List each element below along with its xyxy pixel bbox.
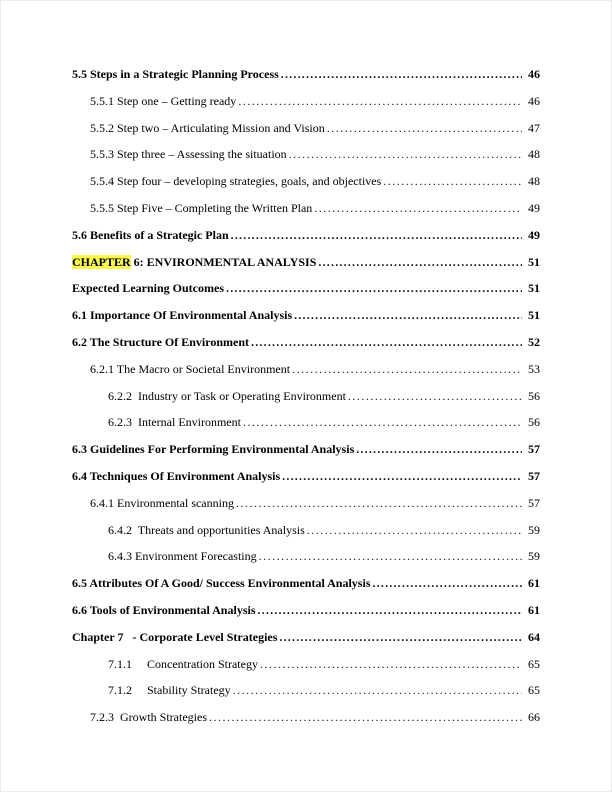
toc-entry[interactable]: [72, 282, 540, 296]
toc-entry-page: 52: [528, 334, 540, 349]
toc-entry[interactable]: [72, 336, 540, 350]
toc-entry-page: 65: [528, 683, 540, 698]
leader-dots: [259, 550, 522, 564]
toc-entry[interactable]: [72, 202, 540, 216]
toc-entry[interactable]: [72, 524, 540, 538]
leader-dots: [209, 711, 522, 725]
toc-entry-label: 6.4.2 Threats and opportunities Analysis: [108, 522, 305, 537]
toc-entry-label: Chapter 7 - Corporate Level Strategies: [72, 629, 278, 644]
toc-entry-page: 57: [528, 442, 540, 457]
leader-dots: [314, 202, 522, 216]
toc-entry-page: 57: [528, 495, 540, 510]
toc-entry-label: 5.5.2 Step two – Articulating Mission and Vision: [90, 120, 325, 135]
toc-entry-label: 7.1.2 Stability Strategy: [108, 683, 231, 698]
toc-entry[interactable]: [72, 604, 540, 618]
leader-dots: [327, 122, 522, 136]
toc-entry-page: 49: [528, 227, 540, 242]
toc-entry[interactable]: [72, 470, 540, 484]
toc-entry-label: 5.6 Benefits of a Strategic Plan: [72, 227, 229, 242]
toc-entry-page: 46: [528, 67, 540, 81]
toc-entry-page: 56: [528, 388, 540, 403]
toc-entry-label: 6.6 Tools of Environmental Analysis: [72, 602, 256, 617]
toc-entry-label: 5.5.4 Step four – developing strategies, goals, and objectives: [90, 174, 382, 189]
toc-entry-page: 61: [528, 576, 540, 591]
leader-dots: [348, 390, 522, 404]
toc-entry-label: 5.5.3 Step three – Assessing the situation: [90, 147, 287, 162]
leader-dots: [282, 470, 522, 484]
toc-entry-label: 7.2.3 Growth Strategies: [90, 710, 207, 725]
toc-entry[interactable]: [72, 577, 540, 591]
toc-entry-label: 5.5.5 Step Five – Completing the Written Plan: [90, 200, 313, 215]
toc-entry-page: 49: [528, 200, 540, 215]
toc-entry[interactable]: [72, 631, 540, 645]
leader-dots: [226, 282, 522, 296]
toc-entry-page: 48: [528, 174, 540, 189]
toc-entry[interactable]: [72, 309, 540, 323]
toc-entry[interactable]: [72, 550, 540, 564]
leader-dots: [233, 684, 522, 698]
leader-dots: [238, 95, 522, 109]
toc-entry[interactable]: [72, 122, 540, 136]
leader-dots: [258, 604, 523, 618]
toc-entry-label: 6.4.3 Environment Forecasting: [108, 549, 257, 564]
toc-entry-page: 65: [528, 656, 540, 671]
leader-dots: [260, 658, 522, 672]
leader-dots: [279, 631, 522, 645]
toc-entry-label: CHAPTER 6: ENVIRONMENTAL ANALYSIS: [72, 254, 317, 269]
toc-entry-page: 56: [528, 415, 540, 430]
leader-dots: [289, 148, 522, 162]
toc-entry-label: 7.1.1 Concentration Strategy: [108, 656, 258, 671]
toc-entry-label: 6.2 The Structure Of Environment: [72, 334, 250, 349]
leader-dots: [251, 336, 522, 350]
toc-entry-page: 51: [528, 254, 540, 269]
leader-dots: [281, 68, 522, 82]
leader-dots: [372, 577, 522, 591]
leader-dots: [383, 175, 522, 189]
toc-entry[interactable]: [72, 175, 540, 189]
toc-entry-label: 6.3 Guidelines For Performing Environmental Analysis: [72, 442, 355, 457]
leader-dots: [318, 256, 522, 270]
toc-entry[interactable]: [72, 658, 540, 672]
toc-entry[interactable]: [72, 497, 540, 511]
highlighted-text: CHAPTER: [72, 254, 131, 269]
toc-entry[interactable]: [72, 95, 540, 109]
toc-entry-page: 51: [528, 281, 540, 296]
toc-entry-page: 51: [528, 308, 540, 323]
toc-entry-label: 5.5.1 Step one – Getting ready: [90, 93, 237, 108]
toc-entry[interactable]: [72, 229, 540, 243]
leader-dots: [292, 363, 522, 377]
leader-dots: [236, 497, 522, 511]
toc-entry-label: 6.2.1 The Macro or Societal Environment: [90, 361, 291, 376]
toc-entry-label: 6.1 Importance Of Environmental Analysis: [72, 308, 293, 323]
table-of-contents: [72, 68, 540, 725]
toc-entry-page: 61: [528, 602, 540, 617]
toc-entry[interactable]: [72, 148, 540, 162]
toc-entry-label: Expected Learning Outcomes: [72, 281, 224, 296]
leader-dots: [294, 309, 522, 323]
toc-entry-label: 6.4.1 Environmental scanning: [90, 495, 234, 510]
toc-entry-label: 6.2.2 Industry or Task or Operating Environment: [108, 388, 346, 403]
toc-entry-page: 46: [528, 93, 540, 108]
toc-entry[interactable]: [72, 443, 540, 457]
leader-dots: [356, 443, 522, 457]
toc-entry-label: 6.2.3 Internal Environment: [108, 415, 241, 430]
toc-entry-page: 57: [528, 468, 540, 483]
toc-entry[interactable]: [72, 256, 540, 270]
toc-entry-page: 48: [528, 147, 540, 162]
toc-entry-page: 59: [528, 522, 540, 537]
leader-dots: [231, 229, 522, 243]
toc-entry-page: 59: [528, 549, 540, 564]
toc-entry[interactable]: [72, 684, 540, 698]
leader-dots: [243, 416, 522, 430]
toc-entry-label: 6.4 Techniques Of Environment Analysis: [72, 468, 281, 483]
toc-entry[interactable]: [72, 416, 540, 430]
toc-entry-page: 47: [528, 120, 540, 135]
toc-entry[interactable]: [72, 68, 540, 82]
toc-entry[interactable]: [72, 390, 540, 404]
leader-dots: [307, 524, 522, 538]
toc-entry-label: 6.5 Attributes Of A Good/ Success Environmental Analysis: [72, 576, 371, 591]
toc-entry-page: 64: [528, 629, 540, 644]
toc-entry[interactable]: [72, 711, 540, 725]
toc-entry-page: 53: [528, 361, 540, 376]
toc-entry-page: 66: [528, 710, 540, 725]
toc-entry[interactable]: [72, 363, 540, 377]
toc-entry-label: 5.5 Steps in a Strategic Planning Process: [72, 67, 279, 81]
